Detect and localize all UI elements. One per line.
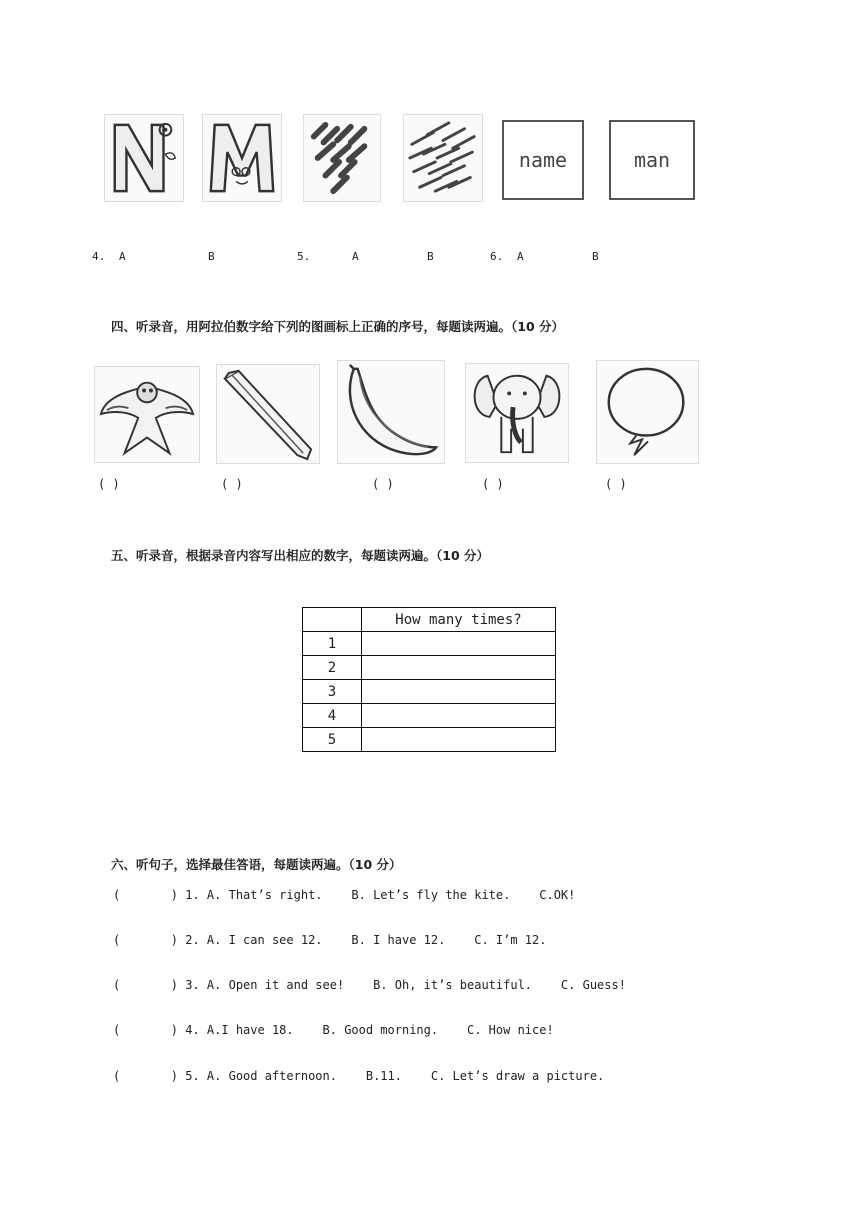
header-corner-cell bbox=[303, 608, 362, 632]
option-label-b: B bbox=[208, 250, 215, 263]
option-label-a: A bbox=[119, 250, 126, 263]
question-item: ( ) 1. A. That’s right. B. Let’s fly the kite. C.OK! bbox=[113, 888, 576, 902]
kite-icon bbox=[95, 367, 199, 462]
answer-cell[interactable] bbox=[362, 680, 556, 704]
option-label-b: B bbox=[427, 250, 434, 263]
table-row bbox=[303, 680, 556, 704]
section-6-heading: 六、听句子，选择最佳答语，每题读两遍。（10 分） bbox=[111, 857, 402, 872]
question-item: ( ) 4. A.I have 18. B. Good morning. C. How nice! bbox=[113, 1023, 554, 1037]
table-row bbox=[303, 728, 556, 752]
answer-cell[interactable] bbox=[362, 704, 556, 728]
many-sticks-image bbox=[403, 114, 483, 202]
question-number-6: 6. bbox=[490, 250, 504, 263]
pencil-picture bbox=[216, 364, 320, 464]
kite-picture bbox=[94, 366, 200, 463]
question-item: ( ) 2. A. I can see 12. B. I have 12. C. I’m 12. bbox=[113, 933, 547, 947]
row-number-cell: 4 bbox=[303, 704, 362, 728]
banana-picture bbox=[337, 360, 445, 464]
pencil-icon bbox=[217, 365, 319, 463]
answer-cell[interactable] bbox=[362, 656, 556, 680]
banana-icon bbox=[338, 361, 444, 463]
row-number-cell: 2 bbox=[303, 656, 362, 680]
word-card-name: name bbox=[502, 120, 584, 200]
option-label-a: A bbox=[517, 250, 524, 263]
answer-blank[interactable]: ( ) bbox=[372, 477, 394, 491]
answer-blank[interactable]: ( ) bbox=[482, 477, 504, 491]
answer-blank[interactable]: ( ) bbox=[98, 477, 120, 491]
answer-cell[interactable] bbox=[362, 728, 556, 752]
sticks-icon bbox=[304, 115, 380, 201]
question-number-4: 4. bbox=[92, 250, 106, 263]
answer-cell[interactable] bbox=[362, 632, 556, 656]
option-label-a: A bbox=[352, 250, 359, 263]
answer-blank[interactable]: ( ) bbox=[221, 477, 243, 491]
question-item: ( ) 3. A. Open it and see! B. Oh, it’s beautiful. C. Guess! bbox=[113, 978, 626, 992]
table-row bbox=[303, 656, 556, 680]
letter-m-image bbox=[202, 114, 282, 202]
letter-n-image bbox=[104, 114, 184, 202]
word-card-man: man bbox=[609, 120, 695, 200]
option-label-b: B bbox=[592, 250, 599, 263]
balloon-icon bbox=[597, 361, 698, 463]
section-4-heading: 四、听录音，用阿拉伯数字给下列的图画标上正确的序号，每题读两遍。（10 分） bbox=[111, 319, 564, 334]
table-row bbox=[303, 704, 556, 728]
balloon-picture bbox=[596, 360, 699, 464]
few-sticks-image bbox=[303, 114, 381, 202]
sticks-icon bbox=[404, 115, 482, 201]
section-5-heading: 五、听录音，根据录音内容写出相应的数字，每题读两遍。（10 分） bbox=[111, 548, 489, 563]
answer-table bbox=[302, 607, 556, 752]
letter-n-icon bbox=[105, 115, 183, 201]
elephant-picture bbox=[465, 363, 569, 463]
elephant-icon bbox=[466, 364, 568, 462]
letter-m-icon bbox=[203, 115, 281, 201]
row-number-cell: 1 bbox=[303, 632, 362, 656]
question-item: ( ) 5. A. Good afternoon. B.11. C. Let’s draw a picture. bbox=[113, 1069, 605, 1083]
header-cell: How many times? bbox=[362, 608, 556, 632]
table-header-row bbox=[303, 608, 556, 632]
row-number-cell: 5 bbox=[303, 728, 362, 752]
question-number-5: 5. bbox=[297, 250, 311, 263]
answer-blank[interactable]: ( ) bbox=[605, 477, 627, 491]
row-number-cell: 3 bbox=[303, 680, 362, 704]
table-row bbox=[303, 632, 556, 656]
